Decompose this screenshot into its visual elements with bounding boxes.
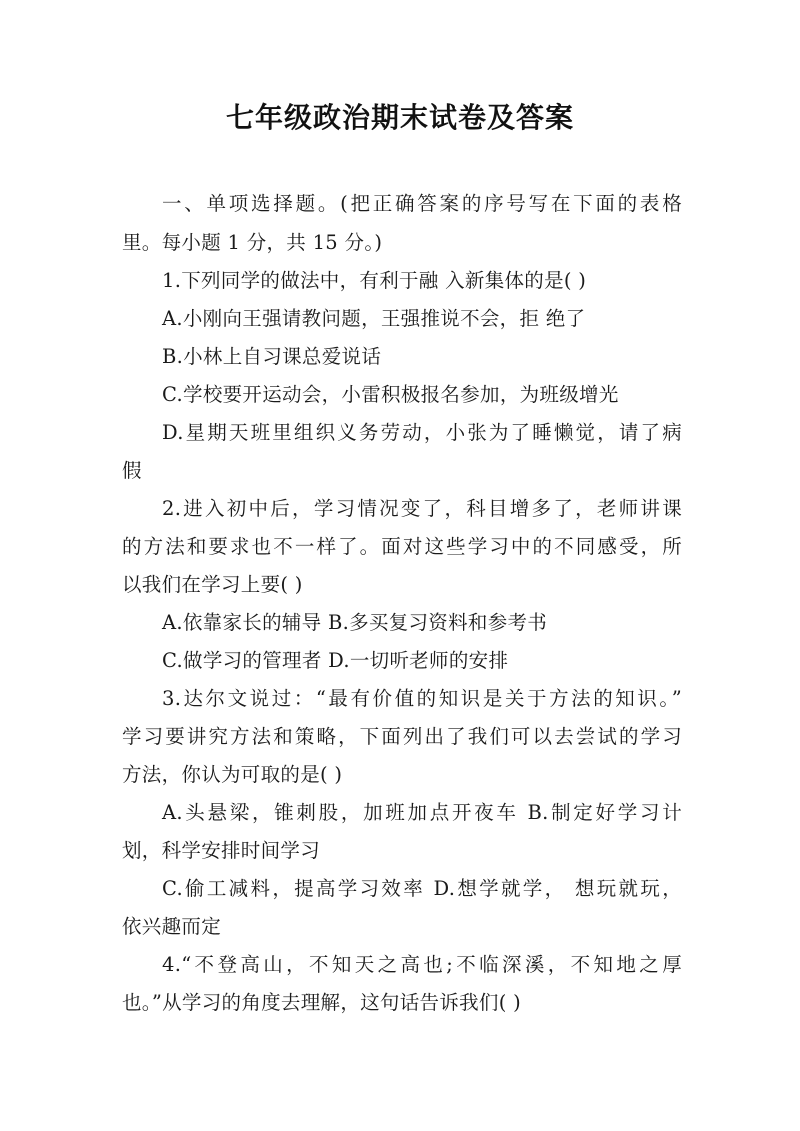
question-3-stem-line-1: 3.达尔文说过：“最有价值的知识是关于方法的知识。” [162,687,682,710]
question-3-stem-line-3: 方法，你认为可取的是( ) [122,763,343,786]
question-2-options-cd: C.做学习的管理者 D.一切听老师的安排 [162,649,509,672]
question-1-option-d-line-2: 假 [122,459,142,482]
question-1-option-c: C.学校要开运动会，小雷积极报名参加，为班级增光 [162,383,619,406]
question-4-stem-line-1: 4.“不登高山，不知天之高也;不临深溪，不知地之厚 [162,953,682,976]
question-3-options-ab-line-1: A.头悬梁，锥刺股，加班加点开夜车 B.制定好学习计 [162,801,682,824]
question-2-stem-line-1: 2.进入初中后，学习情况变了，科目增多了，老师讲课 [162,497,682,520]
question-4-stem-line-2: 也。”从学习的角度去理解，这句话告诉我们( ) [122,991,522,1014]
question-1-option-d-line-1: D.星期天班里组织义务劳动，小张为了睡懒觉，请了病 [162,421,682,444]
question-3-stem-line-2: 学习要讲究方法和策略，下面列出了我们可以去尝试的学习 [122,725,682,748]
question-1-stem: 1.下列同学的做法中，有利于融 入新集体的是( ) [162,269,587,292]
question-2-stem-line-2: 的方法和要求也不一样了。面对这些学习中的不同感受，所 [122,535,682,558]
section-heading-line-1: 一、单项选择题。(把正确答案的序号写在下面的表格 [162,192,682,215]
question-1-option-b: B.小林上自习课总爱说话 [162,345,382,368]
question-2-options-ab: A.依靠家长的辅导 B.多买复习资料和参考书 [162,611,548,634]
section-heading-line-2: 里。每小题 1 分，共 15 分。) [122,231,383,254]
question-3-options-ab-line-2: 划，科学安排时间学习 [122,839,321,862]
question-3-options-cd-line-1: C.偷工减料，提高学习效率 D.想学就学， 想玩就玩， [162,877,682,900]
question-1-option-a: A.小刚向王强请教问题，王强推说不会，拒 绝了 [162,307,586,330]
question-3-options-cd-line-2: 依兴趣而定 [122,915,222,938]
question-2-stem-line-3: 以我们在学习上要( ) [122,573,303,596]
document-title: 七年级政治期末试卷及答案 [225,101,574,134]
